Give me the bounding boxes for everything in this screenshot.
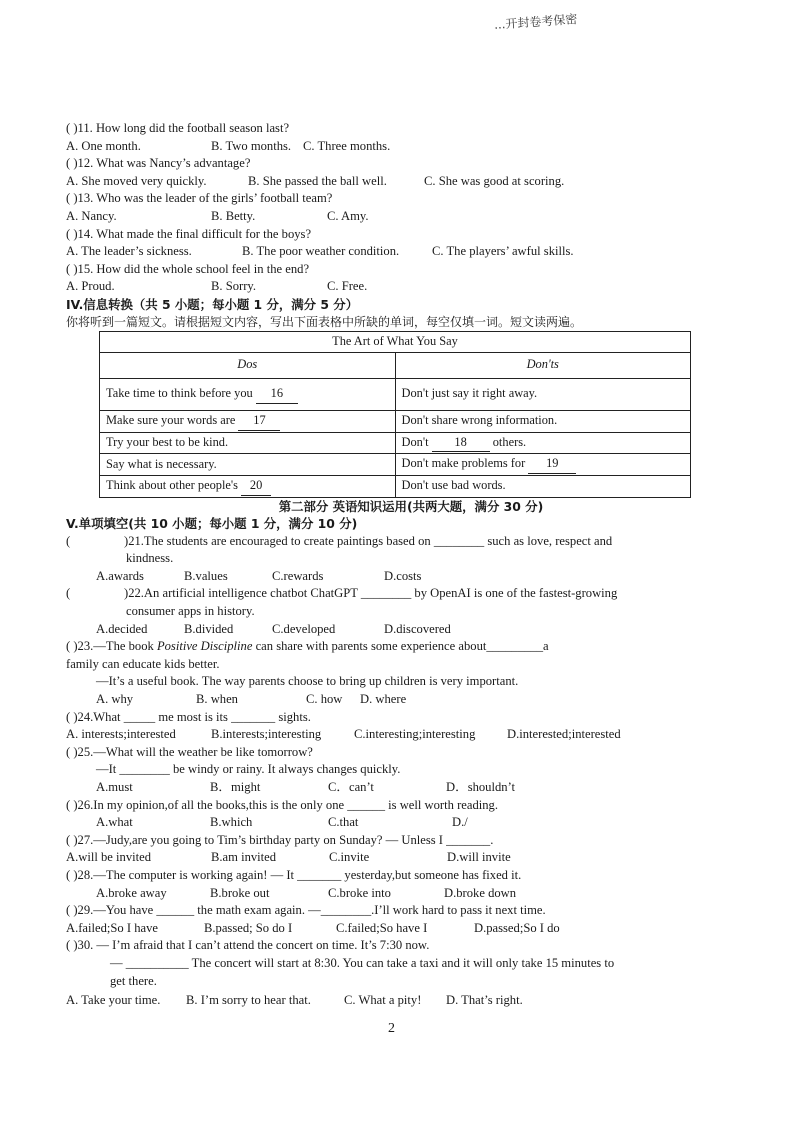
options-12 bbox=[66, 173, 716, 191]
table-row bbox=[100, 410, 691, 432]
cell-text: Say what is necessary. bbox=[106, 456, 217, 471]
question-29: ( )29.—You have ______ the math exam again. —________.I’ll work hard to pass it next time. bbox=[66, 903, 546, 918]
option: B.interests;interesting bbox=[211, 727, 322, 742]
option: C. Three months. bbox=[303, 138, 391, 153]
options-11 bbox=[66, 138, 716, 156]
cell-text: Don't make problems for bbox=[401, 456, 526, 471]
question-27: ( )27.—Judy,are you going to Tim’s birthday party on Sunday? — Unless I _______. bbox=[66, 832, 494, 847]
question-text: )21.The students are encouraged to create paintings based on ________ such as love, respect and bbox=[124, 533, 613, 548]
cell-text: others. bbox=[492, 434, 527, 449]
option: C.that bbox=[328, 815, 359, 830]
section-5-title: V.单项填空(共 10 小题；每小题 1 分，满分 10 分) bbox=[66, 516, 358, 532]
question-reply: —It’s a useful book. The way parents choose to bring up children is very important. bbox=[96, 674, 519, 689]
question-continuation: get there. bbox=[110, 973, 157, 988]
option: A. Proud. bbox=[66, 279, 115, 294]
options-29 bbox=[66, 920, 716, 938]
options-22 bbox=[66, 621, 716, 639]
option: B.am invited bbox=[211, 850, 277, 865]
option: A.awards bbox=[96, 568, 144, 583]
option: A.decided bbox=[96, 621, 148, 636]
question-12: ( )12. What was Nancy’s advantage? bbox=[66, 156, 251, 171]
option: D. where bbox=[360, 692, 407, 707]
option: C.interesting;interesting bbox=[354, 727, 476, 742]
option: C.invite bbox=[329, 850, 370, 865]
question-30: ( )30. — I’m afraid that I can’t attend the concert on time. It’s 7:30 now. bbox=[66, 938, 430, 953]
option: A. Nancy. bbox=[66, 208, 117, 223]
option: A.will be invited bbox=[66, 850, 151, 865]
blank-16[interactable]: 16 bbox=[256, 385, 298, 404]
question-reply: —It ________ be windy or rainy. It always changes quickly. bbox=[96, 762, 401, 777]
option: B.passed; So do I bbox=[204, 920, 293, 935]
option: A. She moved very quickly. bbox=[66, 173, 207, 188]
blank-17[interactable]: 17 bbox=[238, 412, 280, 431]
listening-questions bbox=[66, 120, 716, 296]
options-24 bbox=[66, 726, 716, 744]
table-title: The Art of What You Say bbox=[100, 332, 691, 353]
section-4-instruction: 你将听到一篇短文。请根据短文内容，写出下面表格中所缺的单词，每空仅填一词。短文读两遍。 bbox=[66, 314, 583, 329]
blank-19[interactable]: 19 bbox=[528, 455, 576, 474]
options-28 bbox=[66, 885, 716, 903]
option: B. I’m sorry to hear that. bbox=[186, 993, 311, 1008]
cell-text: Think about other people's bbox=[106, 477, 238, 492]
options-13 bbox=[66, 208, 716, 226]
option: D. That’s right. bbox=[446, 993, 523, 1008]
page-number: 2 bbox=[388, 1021, 395, 1036]
question-24: ( )24.What _____ me most is its _______ sights. bbox=[66, 709, 311, 724]
part-2-title: 第二部分 英语知识运用(共两大题，满分 30 分) bbox=[278, 498, 544, 514]
option: C.failed;So have I bbox=[336, 920, 428, 935]
option: C. Amy. bbox=[327, 208, 369, 223]
options-26 bbox=[66, 814, 716, 832]
option: B. She passed the ball well. bbox=[248, 173, 387, 188]
option: B. The poor weather condition. bbox=[242, 244, 400, 259]
options-27 bbox=[66, 849, 716, 867]
option: A.what bbox=[96, 815, 133, 830]
option: A. The leader’s sickness. bbox=[66, 244, 192, 259]
security-stamp: ...开封卷考保密 bbox=[493, 12, 578, 32]
question-text: )22.An artificial intelligence chatbot ChatGPT ________ by OpenAI is one of the fastest-growing bbox=[124, 586, 618, 601]
question-11: ( )11. How long did the football season last? bbox=[66, 121, 290, 135]
header-donts: Don'ts bbox=[395, 352, 691, 378]
options-14 bbox=[66, 243, 716, 261]
question-text: ( )23.—The book bbox=[66, 639, 157, 654]
option: D.will invite bbox=[447, 850, 511, 865]
info-table bbox=[99, 331, 691, 497]
option: D.interested;interested bbox=[507, 727, 621, 742]
section-4-title: IV.信息转换（共 5 小题；每小题 1 分，满分 5 分） bbox=[66, 296, 359, 312]
question-15: ( )15. How did the whole school feel in the end? bbox=[66, 261, 310, 276]
cell-text: Don't bbox=[401, 434, 429, 449]
option: D.costs bbox=[384, 568, 422, 583]
cell-text: Take time to think before you bbox=[106, 385, 253, 400]
option: C. What a pity! bbox=[344, 993, 422, 1008]
question-continuation: family can educate kids better. bbox=[66, 656, 220, 671]
question-14: ( )14. What made the final difficult for the boys? bbox=[66, 226, 312, 241]
option: B. Betty. bbox=[211, 208, 256, 223]
option: C.broke into bbox=[328, 885, 391, 900]
cell-text: Don't just say it right away. bbox=[401, 386, 538, 401]
option: A.must bbox=[96, 780, 133, 794]
answer-paren: ( bbox=[66, 533, 71, 548]
option: B. when bbox=[196, 692, 238, 707]
option: B. Two months. bbox=[211, 138, 292, 153]
option: C．can’t bbox=[328, 780, 374, 794]
table-row bbox=[100, 454, 691, 476]
option: B.values bbox=[184, 568, 228, 583]
question-continuation: consumer apps in history. bbox=[126, 604, 255, 619]
option: A.broke away bbox=[96, 885, 167, 900]
answer-paren: ( bbox=[66, 586, 71, 601]
options-21 bbox=[66, 568, 716, 586]
option: B. Sorry. bbox=[211, 279, 257, 294]
blank-18[interactable]: 18 bbox=[432, 434, 490, 453]
options-15 bbox=[66, 278, 716, 296]
question-reply: — __________ The concert will start at 8:30. You can take a taxi and it will only take 15 minutes to bbox=[110, 955, 615, 970]
option: D.broke down bbox=[444, 885, 517, 900]
options-25 bbox=[66, 779, 716, 797]
option: D./ bbox=[452, 815, 468, 830]
option: C. how bbox=[306, 692, 343, 707]
blank-20[interactable]: 20 bbox=[241, 477, 271, 496]
option: A. interests;interested bbox=[66, 727, 176, 742]
option: C. The players’ awful skills. bbox=[432, 244, 574, 259]
question-continuation: kindness. bbox=[126, 551, 174, 566]
option: D.discovered bbox=[384, 621, 451, 636]
option: C.developed bbox=[272, 621, 336, 636]
table-row bbox=[100, 432, 691, 454]
question-22 bbox=[66, 585, 716, 603]
book-title: Positive Discipline bbox=[156, 639, 253, 654]
option: B.broke out bbox=[210, 885, 270, 900]
option: A. Take your time. bbox=[66, 993, 161, 1008]
question-13: ( )13. Who was the leader of the girls’ football team? bbox=[66, 191, 333, 206]
question-21 bbox=[66, 533, 716, 551]
cell-text: Don't use bad words. bbox=[401, 478, 506, 493]
cell-text: Try your best to be kind. bbox=[106, 435, 229, 450]
table-row bbox=[100, 378, 691, 410]
option: C. Free. bbox=[327, 279, 368, 294]
option: B.which bbox=[210, 815, 253, 830]
cell-text: Make sure your words are bbox=[106, 412, 236, 427]
option: D．shouldn’t bbox=[446, 780, 516, 794]
exam-content bbox=[66, 120, 716, 1010]
question-28: ( )28.—The computer is working again! — It _______ yesterday,but someone has fixed it. bbox=[66, 867, 522, 882]
option: C. She was good at scoring. bbox=[424, 173, 565, 188]
question-26: ( )26.In my opinion,of all the books,this is the only one ______ is well worth reading. bbox=[66, 797, 498, 812]
question-text: can share with parents some experience about_________a bbox=[252, 639, 549, 654]
option: B.divided bbox=[184, 621, 234, 636]
cell-text: Don't share wrong information. bbox=[401, 413, 558, 428]
options-23 bbox=[66, 691, 716, 709]
question-25: ( )25.—What will the weather be like tomorrow? bbox=[66, 744, 313, 759]
option: D.passed;So I do bbox=[474, 920, 560, 935]
option: A. One month. bbox=[66, 138, 141, 153]
option: C.rewards bbox=[272, 568, 324, 583]
option: A.failed;So I have bbox=[66, 920, 158, 935]
option: B．might bbox=[210, 780, 261, 794]
table-row bbox=[100, 475, 691, 497]
question-23 bbox=[66, 638, 716, 656]
option: A. why bbox=[96, 692, 134, 707]
header-dos: Dos bbox=[100, 352, 396, 378]
options-30 bbox=[66, 992, 716, 1010]
